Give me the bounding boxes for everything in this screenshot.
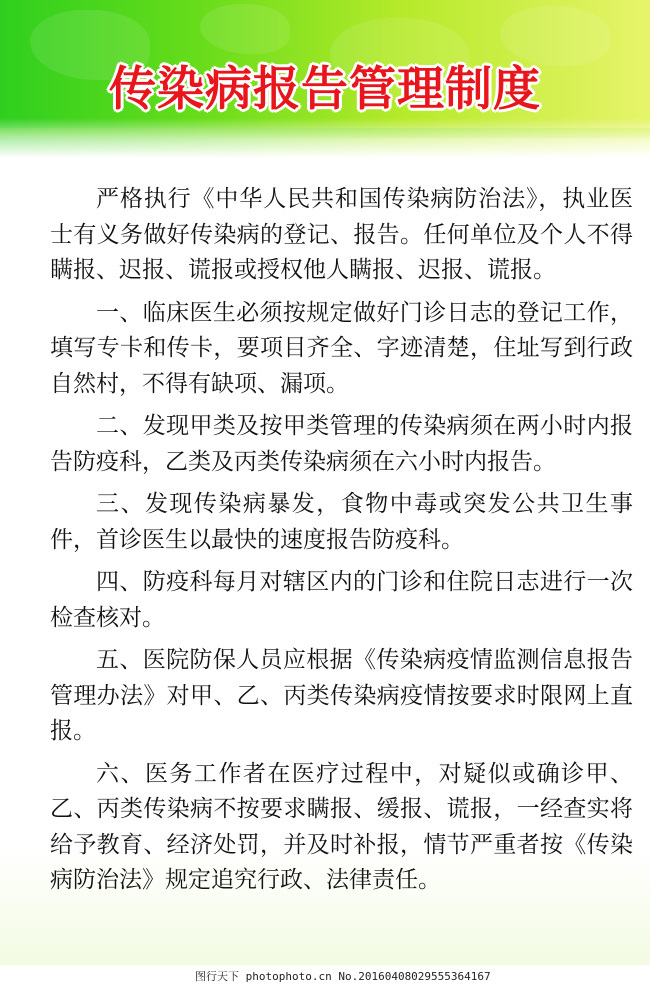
page-title: 传染病报告管理制度 <box>109 62 541 117</box>
paragraph-rule-2: 二、发现甲类及按甲类管理的传染病须在两小时内报告防疫科，乙类及丙类传染病须在六小时内报告。 <box>50 413 633 475</box>
paragraph-intro: 严格执行《中华人民共和国传染病防治法》，执业医士有义务做好传染病的登记、报告。任何单位及个人不得瞒报、迟报、谎报或授权他人瞒报、迟报、谎报。 <box>50 186 633 283</box>
watermark-text: 图行天下 photophoto.cn No.20160408029555364167 <box>195 970 491 983</box>
paragraph-rule-3: 三、发现传染病暴发，食物中毒或突发公共卫生事件，首诊医生以最快的速度报告防疫科。 <box>50 491 633 553</box>
header-banner <box>0 0 650 158</box>
paragraph-rule-1: 一、临床医生必须按规定做好门诊日志的登记工作，填写专卡和传卡，要项目齐全、字迹清楚，住址写到行政自然村，不得有缺项、漏项。 <box>50 299 633 397</box>
header-fade <box>0 118 650 158</box>
paragraph-rule-5: 五、医院防保人员应根据《传染病疫情监测信息报告管理办法》对甲、乙、丙类传染病疫情按要求时限网上直报。 <box>50 647 633 744</box>
paragraph-rule-6: 六、医务工作者在医疗过程中，对疑似或确诊甲、乙、丙类传染病不按要求瞒报、缓报、谎报，一经查实将给予教育、经济处罚，并及时补报，情节严重者按《传染病防治法》规定追究行政、法律责任。 <box>50 760 633 893</box>
regulation-text <box>50 182 633 906</box>
footer-strip <box>0 965 650 987</box>
world-map-decoration <box>200 4 290 54</box>
paragraph-rule-4: 四、防疫科每月对辖区内的门诊和住院日志进行一次检查核对。 <box>50 569 633 631</box>
